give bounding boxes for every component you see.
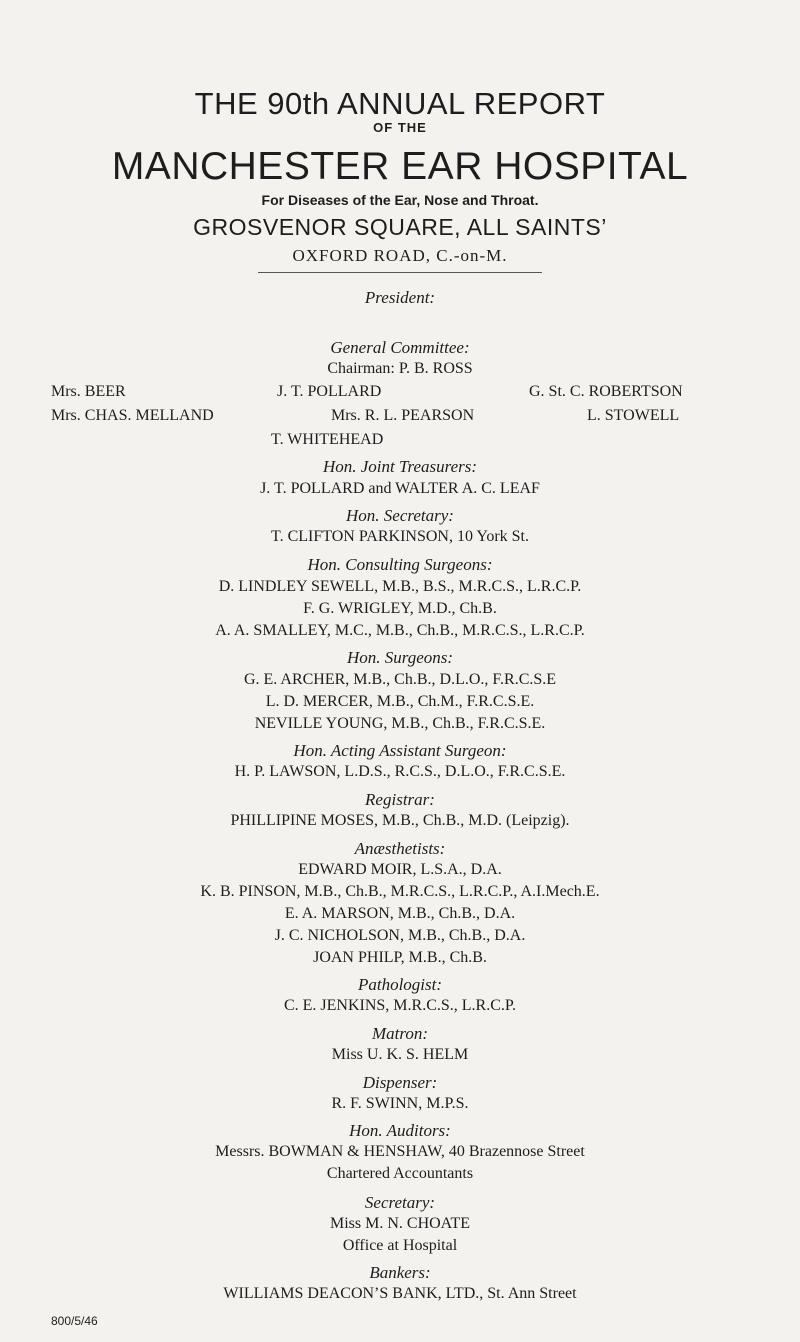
hon-secretary-names: T. CLIFTON PARKINSON, 10 York St. bbox=[271, 528, 529, 545]
report-title: THE 90th ANNUAL REPORT bbox=[194, 86, 606, 121]
address-line-1: GROSVENOR SQUARE, ALL SAINTS’ bbox=[193, 214, 607, 240]
consulting-surgeon: F. G. WRIGLEY, M.D., Ch.B. bbox=[303, 600, 497, 617]
divider bbox=[258, 272, 542, 273]
general-committee-heading: General Committee: bbox=[330, 338, 470, 357]
surgeon: NEVILLE YOUNG, M.B., Ch.B., F.R.C.S.E. bbox=[254, 715, 546, 732]
dispenser-names: R. F. SWINN, M.P.S. bbox=[331, 1095, 469, 1112]
committee-member: L. STOWELL bbox=[587, 407, 680, 424]
acting-assistant-names: H. P. LAWSON, L.D.S., R.C.S., D.L.O., F.R.C.S.E. bbox=[234, 763, 566, 780]
auditors-line: Chartered Accountants bbox=[326, 1165, 474, 1182]
anaesthetist: JOAN PHILP, M.B., Ch.B. bbox=[313, 949, 487, 966]
anaesthetist: EDWARD MOIR, L.S.A., D.A. bbox=[298, 861, 502, 878]
matron-names: Miss U. K. S. HELM bbox=[331, 1046, 469, 1063]
committee-member: Mrs. R. L. PEARSON bbox=[331, 407, 475, 424]
anaesthetist: J. C. NICHOLSON, M.B., Ch.B., D.A. bbox=[274, 927, 526, 944]
anaesthetists-heading: Anæsthetists: bbox=[354, 839, 446, 858]
consulting-surgeon: A. A. SMALLEY, M.C., M.B., Ch.B., M.R.C.S., L.R.C.P. bbox=[215, 622, 585, 639]
print-code: 800/5/46 bbox=[51, 1314, 98, 1328]
pathologist-names: C. E. JENKINS, M.R.C.S., L.R.C.P. bbox=[283, 997, 517, 1014]
consulting-surgeon: D. LINDLEY SEWELL, M.B., B.S., M.R.C.S., L.R.C.P. bbox=[218, 578, 582, 595]
address-line-2: OXFORD ROAD, C.-on-M. bbox=[292, 246, 508, 265]
hon-secretary-heading: Hon. Secretary: bbox=[346, 506, 454, 525]
treasurers-heading: Hon. Joint Treasurers: bbox=[322, 457, 478, 476]
pathologist-heading: Pathologist: bbox=[357, 975, 443, 994]
hospital-name: MANCHESTER EAR HOSPITAL bbox=[111, 145, 689, 188]
surgeon: L. D. MERCER, M.B., Ch.M., F.R.C.S.E. bbox=[265, 693, 535, 710]
chairman-line: Chairman: P. B. ROSS bbox=[327, 360, 473, 377]
anaesthetist: E. A. MARSON, M.B., Ch.B., D.A. bbox=[284, 905, 516, 922]
secretary-line: Miss M. N. CHOATE bbox=[329, 1215, 470, 1232]
committee-member: G. St. C. ROBERTSON bbox=[529, 383, 683, 400]
committee-member: Mrs. CHAS. MELLAND bbox=[51, 407, 214, 424]
committee-member: T. WHITEHEAD bbox=[271, 431, 384, 448]
secretary-line: Office at Hospital bbox=[342, 1237, 458, 1254]
auditors-line: Messrs. BOWMAN & HENSHAW, 40 Brazennose Street bbox=[215, 1143, 585, 1160]
dispenser-heading: Dispenser: bbox=[362, 1073, 438, 1092]
hospital-purpose: For Diseases of the Ear, Nose and Throat. bbox=[261, 192, 539, 208]
bankers-names: WILLIAMS DEACON’S BANK, LTD., St. Ann Street bbox=[223, 1285, 577, 1302]
consulting-surgeons-heading: Hon. Consulting Surgeons: bbox=[307, 555, 493, 574]
registrar-heading: Registrar: bbox=[365, 790, 435, 809]
president-heading: President: bbox=[364, 288, 436, 307]
committee-member: J. T. POLLARD bbox=[277, 383, 382, 400]
committee-member: Mrs. BEER bbox=[51, 383, 126, 400]
registrar-names: PHILLIPINE MOSES, M.B., Ch.B., M.D. (Leipzig). bbox=[230, 812, 570, 829]
auditors-heading: Hon. Auditors: bbox=[349, 1121, 451, 1140]
treasurers-names: J. T. POLLARD and WALTER A. C. LEAF bbox=[260, 480, 540, 497]
secretary-heading: Secretary: bbox=[364, 1193, 436, 1212]
report-of: OF THE bbox=[373, 120, 427, 135]
bankers-heading: Bankers: bbox=[369, 1263, 431, 1282]
surgeon: G. E. ARCHER, M.B., Ch.B., D.L.O., F.R.C.S.E bbox=[243, 671, 557, 688]
matron-heading: Matron: bbox=[371, 1024, 429, 1043]
anaesthetist: K. B. PINSON, M.B., Ch.B., M.R.C.S., L.R.C.P., A.I.Mech.E. bbox=[200, 883, 600, 900]
acting-assistant-heading: Hon. Acting Assistant Surgeon: bbox=[293, 741, 507, 760]
surgeons-heading: Hon. Surgeons: bbox=[346, 648, 454, 667]
